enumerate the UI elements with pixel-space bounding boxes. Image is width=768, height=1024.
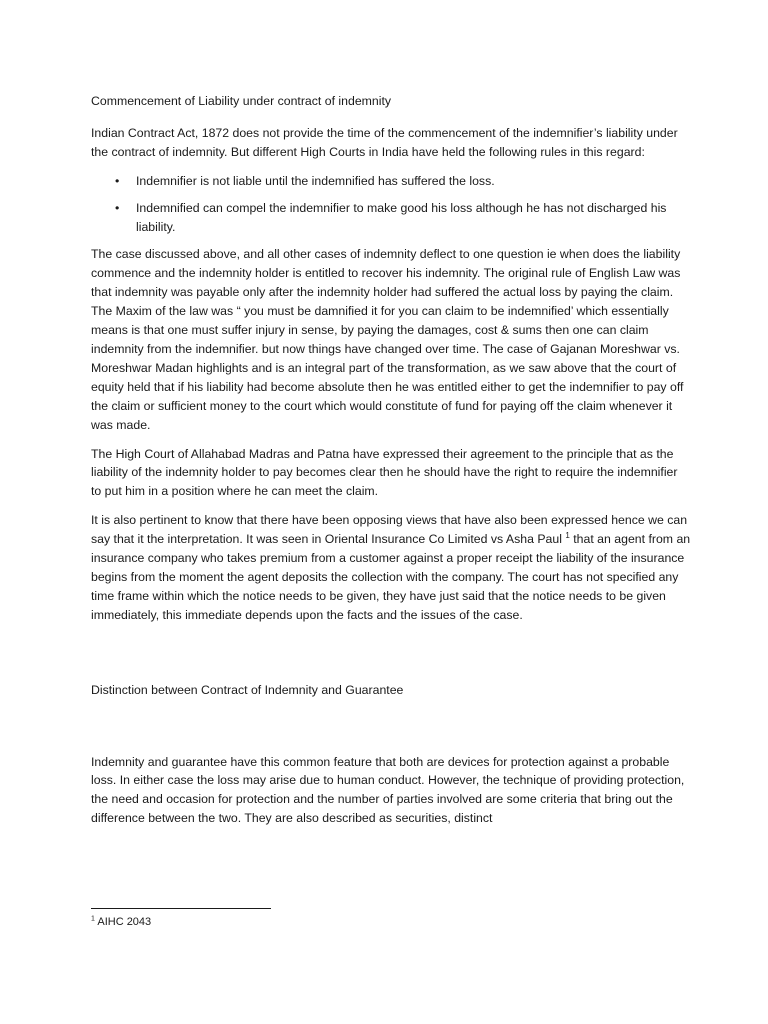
footnote-divider: [91, 908, 271, 909]
footnote: [91, 915, 151, 930]
footnote-text: AIHC 2043: [94, 916, 152, 928]
bullet-item: [91, 172, 691, 191]
bullet-icon: •: [115, 173, 120, 188]
paragraph-intro: Indian Contract Act, 1872 does not provide the time of the commencement of the indemnifier’s liability under the contract of indemnity. But different High Courts in India have held the following rules in this regard:: [91, 125, 678, 159]
spacer: [91, 635, 691, 681]
paragraph-text: It is also pertinent to know that there have been opposing views that have also been expressed hence we can say that it the interpretation. It was seen in Oriental Insurance Co Limited vs Asha Paul: [91, 513, 688, 547]
bullet-item: [91, 199, 691, 237]
bullet-list: [91, 172, 691, 237]
paragraph-indemnity-guarantee: Indemnity and guarantee have this common feature that both are devices for protection against a probable loss. In either case the loss may arise due to human conduct. However, the technique of providing protection, the need and occasion for protection and the number of parties involved are some criteria that bring out the difference between the two. They are also described as securities, distinct: [91, 754, 685, 826]
section-heading-commencement: Commencement of Liability under contract of indemnity: [91, 94, 392, 108]
footnote-reference[interactable]: 1: [565, 531, 570, 541]
paragraph-high-courts: The High Court of Allahabad Madras and Patna have expressed their agreement to the principle that as the liability of the indemnity holder to pay becomes clear then he should have the right to require the indemnifier to put him in a position where he can meet the claim.: [91, 446, 678, 499]
footnote-marker: 1: [91, 915, 95, 923]
section-heading-distinction: Distinction between Contract of Indemnity and Guarantee: [91, 682, 404, 697]
paragraph-opposing-views: [91, 511, 691, 624]
bullet-text: Indemnified can compel the indemnifier to make good his loss although he has not discharged his liability.: [136, 200, 667, 234]
spacer: [91, 713, 691, 753]
bullet-icon: •: [115, 200, 120, 215]
document-body: [91, 92, 691, 838]
bullet-text: Indemnifier is not liable until the indemnified has suffered the loss.: [136, 173, 495, 188]
paragraph-text: that an agent from an insurance company who takes premium from a customer against a proper receipt the liability of the insurance begins from the moment the agent deposits the collection with the company. The court has not specified any time frame within which the notice needs to be given, they have just said that the notice needs to be given immediately, this immediate depends upon the facts and the issues of the case.: [91, 532, 691, 622]
paragraph-case-discussion: The case discussed above, and all other cases of indemnity deflect to one question ie when does the liability commence and the indemnity holder is entitled to recover his indemnity. The original rule of English Law was that indemnity was payable only after the indemnity holder had suffered the actual loss by paying the claim. The Maxim of the law was “ you must be damnified it for you can claim to be indemnified’ which essentially means is that one must suffer injury in sense, by paying the damages, cost & sums then one can claim indemnity from the indemnifier. but now things have changed over time. The case of Gajanan Moreshwar vs. Moreshwar Madan highlights and is an integral part of the transformation, as we saw above that the court of equity held that if his liability had become absolute then he was entitled either to get the indemnifier to pay off the claim or sufficient money to the court which would constitute of fund for paying off the claim whenever it was made.: [91, 247, 684, 432]
